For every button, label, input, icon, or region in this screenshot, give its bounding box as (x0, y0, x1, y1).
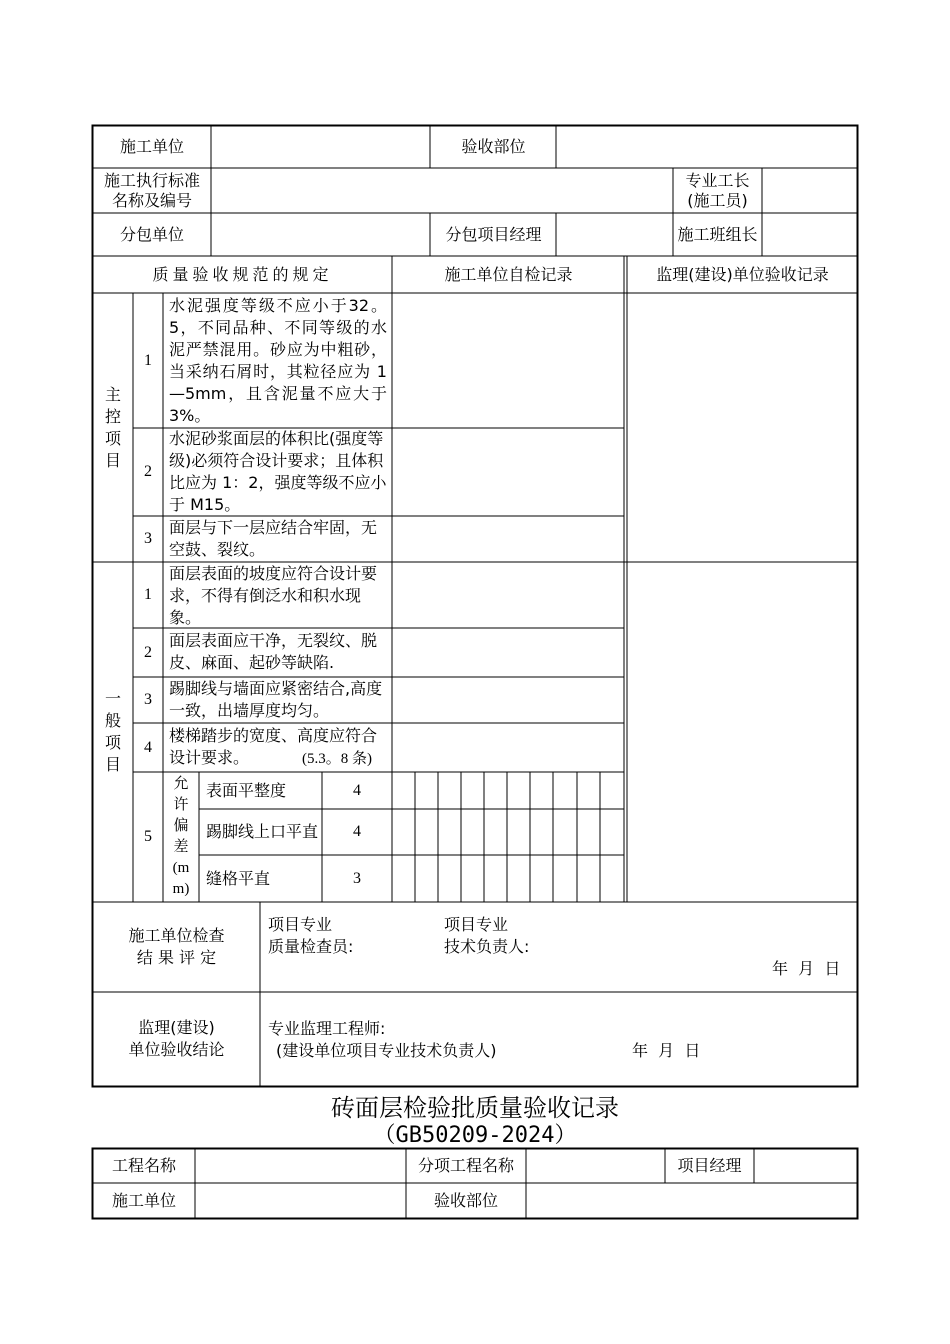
general-item-2-no: 2 (144, 643, 152, 661)
supervision-owner-rep: (建设单位项目专业技术负责人) (276, 1041, 497, 1060)
form-title: 砖面层检验批质量验收记录 (331, 1094, 619, 1122)
project-manager-value[interactable] (755, 1149, 857, 1183)
subcontractor-label: 分包单位 (119, 224, 184, 244)
lower-construction-unit-value[interactable] (196, 1183, 406, 1219)
deviation-1-name: 表面平整度 (206, 780, 287, 800)
main-item-1-no: 1 (144, 351, 152, 369)
general-items-label: 一 般 项 目 (104, 689, 121, 774)
acceptance-part-label: 验收部位 (461, 137, 526, 156)
general-items-supervision[interactable] (628, 562, 857, 902)
main-item-3-no: 3 (144, 530, 152, 547)
project-manager-label: 项目经理 (677, 1156, 742, 1175)
general-item-4-no: 4 (144, 738, 152, 756)
general-item-3-check[interactable] (393, 677, 624, 723)
col-supervision-header: 监理(建设)单位验收记录 (656, 264, 829, 284)
general-item-5-no: 5 (144, 828, 152, 845)
main-item-1-text: 水泥强度等级不应小于32。5，不同品种、不同等级的水泥严禁混用。砂应为中粗砂，当采纳石屑时，其粒径应为 1—5mm，且含泥量不应大于 3%。 (169, 296, 387, 425)
general-item-3-text: 踢脚线与墙面应紧密结合,高度一致，出墙厚度均匀。 (169, 679, 383, 720)
lower-construction-unit-label: 施工单位 (111, 1191, 176, 1210)
acceptance-part-value[interactable] (557, 126, 857, 168)
general-item-4-check[interactable] (393, 723, 624, 772)
main-item-1-check[interactable] (393, 293, 624, 428)
evaluation-tech-lead: 项目专业 技术负责人: (444, 915, 530, 956)
supervision-engineer: 专业监理工程师: (268, 1019, 386, 1038)
standard-value[interactable] (212, 168, 673, 213)
supervision-date: 年 月 日 (632, 1041, 701, 1060)
main-items-label: 主 控 项 目 (104, 384, 121, 470)
deviation-3-value: 3 (353, 869, 361, 887)
form-standard: （GB50209-2024） (373, 1123, 577, 1148)
col-spec-header: 质量验收规范的规定 (152, 264, 333, 284)
main-item-2-no: 2 (144, 463, 152, 480)
main-items-supervision[interactable] (628, 293, 857, 562)
main-item-2-text: 水泥砂浆面层的体积比(强度等级)必须符合设计要求；且体积比应为 1：2，强度等级不应小于 M15。 (169, 429, 387, 514)
main-item-3-check[interactable] (393, 516, 624, 562)
general-item-1-check[interactable] (393, 562, 624, 628)
sub-project-name-value[interactable] (527, 1149, 665, 1183)
foreman-label: 专业工长 (施工员) (685, 170, 750, 210)
evaluation-label: 施工单位检查 结 果 评 定 (128, 926, 225, 967)
standard-label: 施工执行标准 名称及编号 (103, 170, 200, 210)
construction-unit-value[interactable] (212, 126, 430, 168)
evaluation-date: 年 月 日 (772, 959, 841, 978)
general-item-1-no: 1 (144, 586, 152, 603)
deviation-label: 允 许 偏 差 (m m) (172, 776, 190, 897)
deviation-3-name: 缝格平直 (206, 868, 271, 888)
sub-pm-label: 分包项目经理 (445, 224, 542, 244)
construction-unit-label: 施工单位 (119, 137, 184, 156)
general-item-3-no: 3 (144, 691, 152, 708)
general-item-4-ref: (5.3。8 条) (302, 751, 372, 767)
main-item-2-check[interactable] (393, 428, 624, 516)
lower-acceptance-part-label: 验收部位 (433, 1191, 498, 1210)
general-item-1-text: 面层表面的坡度应符合设计要求，不得有倒泛水和积水现象。 (169, 564, 378, 627)
team-leader-value[interactable] (763, 213, 857, 256)
general-item-4-text: 楼梯踏步的宽度、高度应符合设计要求。 (169, 726, 378, 767)
foreman-value[interactable] (763, 168, 857, 213)
project-name-value[interactable] (196, 1149, 406, 1183)
supervision-conclusion-label: 监理(建设) 单位验收结论 (128, 1018, 225, 1059)
general-item-2-check[interactable] (393, 628, 624, 677)
col-self-check-header: 施工单位自检记录 (444, 264, 573, 284)
main-item-3-text: 面层与下一层应结合牢固，无空鼓、裂纹。 (169, 518, 378, 559)
evaluation-inspector: 项目专业 质量检查员: (268, 915, 354, 956)
sub-project-name-label: 分项工程名称 (417, 1156, 514, 1175)
team-leader-label: 施工班组长 (677, 224, 758, 244)
sub-pm-value[interactable] (557, 213, 673, 256)
general-item-2-text: 面层表面应干净，无裂纹、脱皮、麻面、起砂等缺陷. (169, 631, 378, 672)
project-name-label: 工程名称 (111, 1156, 176, 1175)
lower-acceptance-part-value[interactable] (527, 1183, 857, 1219)
deviation-1-value: 4 (353, 781, 361, 799)
deviation-2-name: 踢脚线上口平直 (206, 822, 319, 841)
subcontractor-value[interactable] (212, 213, 430, 256)
deviation-2-value: 4 (353, 823, 361, 840)
